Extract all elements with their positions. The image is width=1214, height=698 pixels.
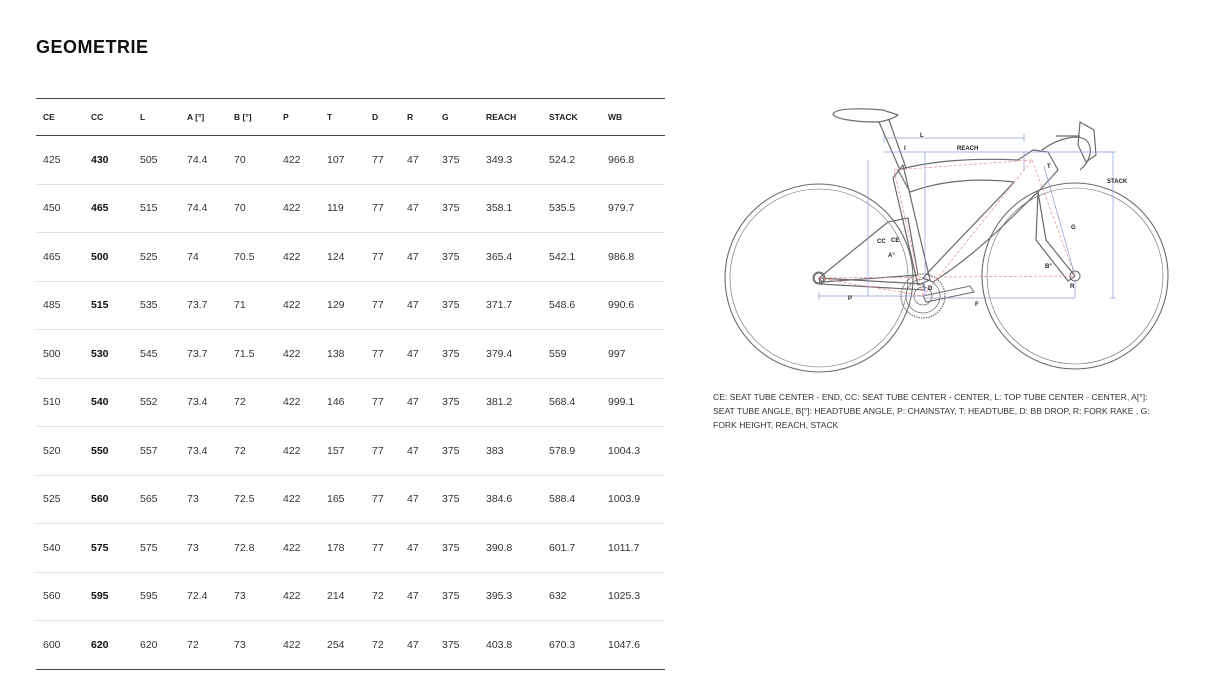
dimension-lines bbox=[819, 134, 1116, 300]
table-cell: 1047.6 bbox=[601, 621, 665, 670]
table-cell: 425 bbox=[36, 136, 84, 185]
table-cell: 422 bbox=[276, 233, 320, 282]
table-cell: 375 bbox=[435, 184, 479, 233]
table-cell: 375 bbox=[435, 572, 479, 621]
table-cell: 77 bbox=[365, 330, 400, 379]
table-cell: 525 bbox=[36, 475, 84, 524]
table-cell: 165 bbox=[320, 475, 365, 524]
table-cell: 73 bbox=[180, 475, 227, 524]
table-cell: 157 bbox=[320, 427, 365, 476]
table-row bbox=[36, 233, 665, 282]
table-cell: 430 bbox=[84, 136, 133, 185]
table-cell: 349.3 bbox=[479, 136, 542, 185]
table-cell: 422 bbox=[276, 378, 320, 427]
table-cell: 515 bbox=[84, 281, 133, 330]
table-cell: 520 bbox=[36, 427, 84, 476]
table-cell: 557 bbox=[133, 427, 180, 476]
table-cell: 966.8 bbox=[601, 136, 665, 185]
table-cell: 375 bbox=[435, 378, 479, 427]
table-cell: 588.4 bbox=[542, 475, 601, 524]
table-cell: 465 bbox=[36, 233, 84, 282]
table-cell: 530 bbox=[84, 330, 133, 379]
table-cell: 450 bbox=[36, 184, 84, 233]
table-cell: 381.2 bbox=[479, 378, 542, 427]
table-cell: 595 bbox=[84, 572, 133, 621]
table-cell: 73.4 bbox=[180, 427, 227, 476]
table-cell: 524.2 bbox=[542, 136, 601, 185]
table-cell: 73 bbox=[227, 572, 276, 621]
table-cell: 107 bbox=[320, 136, 365, 185]
table-cell: 47 bbox=[400, 524, 435, 573]
table-cell: 422 bbox=[276, 184, 320, 233]
table-cell: 560 bbox=[84, 475, 133, 524]
table-cell: 505 bbox=[133, 136, 180, 185]
table-cell: 1011.7 bbox=[601, 524, 665, 573]
column-header: B [°] bbox=[227, 99, 276, 136]
table-cell: 535 bbox=[133, 281, 180, 330]
table-cell: 560 bbox=[36, 572, 84, 621]
label-t: T bbox=[1047, 164, 1051, 170]
table-cell: 375 bbox=[435, 427, 479, 476]
table-cell: 47 bbox=[400, 136, 435, 185]
table-cell: 510 bbox=[36, 378, 84, 427]
table-row bbox=[36, 184, 665, 233]
geometry-table bbox=[36, 98, 665, 670]
table-cell: 214 bbox=[320, 572, 365, 621]
table-cell: 47 bbox=[400, 427, 435, 476]
page-title: GEOMETRIE bbox=[36, 37, 149, 57]
table-cell: 47 bbox=[400, 621, 435, 670]
table-cell: 500 bbox=[36, 330, 84, 379]
column-header: STACK bbox=[542, 99, 601, 136]
table-cell: 375 bbox=[435, 281, 479, 330]
table-cell: 485 bbox=[36, 281, 84, 330]
table-cell: 395.3 bbox=[479, 572, 542, 621]
table-cell: 77 bbox=[365, 233, 400, 282]
table-cell: 254 bbox=[320, 621, 365, 670]
label-p: P bbox=[848, 296, 853, 302]
table-cell: 568.4 bbox=[542, 378, 601, 427]
table-cell: 365.4 bbox=[479, 233, 542, 282]
table-cell: 465 bbox=[84, 184, 133, 233]
table-cell: 548.6 bbox=[542, 281, 601, 330]
table-cell: 77 bbox=[365, 427, 400, 476]
table-cell: 600 bbox=[36, 621, 84, 670]
table-cell: 1003.9 bbox=[601, 475, 665, 524]
table-cell: 422 bbox=[276, 621, 320, 670]
table-cell: 73 bbox=[227, 621, 276, 670]
table-cell: 119 bbox=[320, 184, 365, 233]
table-cell: 138 bbox=[320, 330, 365, 379]
table-cell: 632 bbox=[542, 572, 601, 621]
table-cell: 578.9 bbox=[542, 427, 601, 476]
table-cell: 72.5 bbox=[227, 475, 276, 524]
table-cell: 525 bbox=[133, 233, 180, 282]
table-cell: 601.7 bbox=[542, 524, 601, 573]
label-f: F bbox=[975, 302, 979, 308]
table-cell: 422 bbox=[276, 524, 320, 573]
table-cell: 403.8 bbox=[479, 621, 542, 670]
table-cell: 545 bbox=[133, 330, 180, 379]
table-cell: 542.1 bbox=[542, 233, 601, 282]
table-cell: 535.5 bbox=[542, 184, 601, 233]
table-cell: 375 bbox=[435, 233, 479, 282]
table-cell: 500 bbox=[84, 233, 133, 282]
table-cell: 72.4 bbox=[180, 572, 227, 621]
table-cell: 1004.3 bbox=[601, 427, 665, 476]
table-cell: 47 bbox=[400, 475, 435, 524]
table-cell: 552 bbox=[133, 378, 180, 427]
label-r: R bbox=[1070, 284, 1075, 290]
table-cell: 540 bbox=[84, 378, 133, 427]
table-cell: 73 bbox=[180, 524, 227, 573]
table-cell: 47 bbox=[400, 233, 435, 282]
label-l: L bbox=[920, 133, 924, 139]
table-cell: 73.4 bbox=[180, 378, 227, 427]
table-cell: 997 bbox=[601, 330, 665, 379]
table-cell: 77 bbox=[365, 475, 400, 524]
column-header: WB bbox=[601, 99, 665, 136]
table-cell: 47 bbox=[400, 184, 435, 233]
table-cell: 422 bbox=[276, 136, 320, 185]
table-cell: 129 bbox=[320, 281, 365, 330]
table-cell: 124 bbox=[320, 233, 365, 282]
table-cell: 71.5 bbox=[227, 330, 276, 379]
table-cell: 72 bbox=[227, 378, 276, 427]
table-cell: 178 bbox=[320, 524, 365, 573]
label-a: A° bbox=[888, 253, 895, 259]
table-cell: 72.8 bbox=[227, 524, 276, 573]
table-cell: 540 bbox=[36, 524, 84, 573]
table-cell: 77 bbox=[365, 524, 400, 573]
table-cell: 575 bbox=[133, 524, 180, 573]
table-cell: 565 bbox=[133, 475, 180, 524]
table-cell: 375 bbox=[435, 621, 479, 670]
table-cell: 73.7 bbox=[180, 281, 227, 330]
table-cell: 77 bbox=[365, 184, 400, 233]
label-b: B° bbox=[1045, 264, 1052, 270]
column-header: REACH bbox=[479, 99, 542, 136]
table-row bbox=[36, 281, 665, 330]
table-cell: 77 bbox=[365, 378, 400, 427]
table-row bbox=[36, 136, 665, 185]
label-g: G bbox=[1071, 225, 1076, 231]
table-cell: 375 bbox=[435, 136, 479, 185]
column-header: A [°] bbox=[180, 99, 227, 136]
table-cell: 47 bbox=[400, 330, 435, 379]
table-cell: 422 bbox=[276, 427, 320, 476]
table-cell: 379.4 bbox=[479, 330, 542, 379]
table-cell: 73.7 bbox=[180, 330, 227, 379]
table-body bbox=[36, 136, 665, 670]
column-header: D bbox=[365, 99, 400, 136]
column-header: L bbox=[133, 99, 180, 136]
table-cell: 74 bbox=[180, 233, 227, 282]
table-cell: 990.6 bbox=[601, 281, 665, 330]
label-d: D bbox=[928, 286, 933, 292]
label-stack: STACK bbox=[1107, 179, 1128, 185]
table-row bbox=[36, 475, 665, 524]
table-cell: 559 bbox=[542, 330, 601, 379]
table-row bbox=[36, 621, 665, 670]
table-cell: 575 bbox=[84, 524, 133, 573]
table-cell: 47 bbox=[400, 281, 435, 330]
label-ce: CE bbox=[891, 238, 900, 244]
table-cell: 383 bbox=[479, 427, 542, 476]
table-row bbox=[36, 427, 665, 476]
table-cell: 47 bbox=[400, 572, 435, 621]
bike-geometry-diagram bbox=[718, 100, 1178, 378]
table-cell: 620 bbox=[133, 621, 180, 670]
table-cell: 72 bbox=[365, 621, 400, 670]
table-cell: 375 bbox=[435, 524, 479, 573]
table-row bbox=[36, 378, 665, 427]
table-row bbox=[36, 524, 665, 573]
table-cell: 77 bbox=[365, 281, 400, 330]
column-header: CE bbox=[36, 99, 84, 136]
table-cell: 375 bbox=[435, 475, 479, 524]
table-cell: 986.8 bbox=[601, 233, 665, 282]
table-cell: 550 bbox=[84, 427, 133, 476]
table-cell: 74.4 bbox=[180, 136, 227, 185]
table-row bbox=[36, 572, 665, 621]
table-cell: 422 bbox=[276, 330, 320, 379]
table-cell: 515 bbox=[133, 184, 180, 233]
table-cell: 146 bbox=[320, 378, 365, 427]
table-cell: 74.4 bbox=[180, 184, 227, 233]
table-cell: 670.3 bbox=[542, 621, 601, 670]
table-cell: 70.5 bbox=[227, 233, 276, 282]
table-cell: 422 bbox=[276, 475, 320, 524]
table-cell: 72 bbox=[180, 621, 227, 670]
column-header: T bbox=[320, 99, 365, 136]
table-cell: 77 bbox=[365, 136, 400, 185]
table-cell: 358.1 bbox=[479, 184, 542, 233]
table-cell: 979.7 bbox=[601, 184, 665, 233]
table-cell: 70 bbox=[227, 136, 276, 185]
label-i: I bbox=[904, 146, 906, 152]
table-cell: 371.7 bbox=[479, 281, 542, 330]
table-cell: 595 bbox=[133, 572, 180, 621]
column-header: P bbox=[276, 99, 320, 136]
column-header: CC bbox=[84, 99, 133, 136]
column-header: G bbox=[435, 99, 479, 136]
table-cell: 422 bbox=[276, 572, 320, 621]
table-cell: 47 bbox=[400, 378, 435, 427]
table-cell: 72 bbox=[365, 572, 400, 621]
table-cell: 999.1 bbox=[601, 378, 665, 427]
table-cell: 390.8 bbox=[479, 524, 542, 573]
geometry-legend: CE: SEAT TUBE CENTER - END, CC: SEAT TUBE CENTER - CENTER, L: TOP TUBE CENTER - CENTER, A[°]: SEAT TUBE ANGLE, B[°]: HEADTUBE ANGLE, P: CHAINSTAY, T: HEADTUBE, D: BB DROP, R: FORK RAKE , G: FORK HEIGHT, REACH, STACK bbox=[713, 392, 1150, 430]
table-cell: 1025.3 bbox=[601, 572, 665, 621]
table-cell: 72 bbox=[227, 427, 276, 476]
label-reach: REACH bbox=[957, 146, 979, 152]
table-cell: 70 bbox=[227, 184, 276, 233]
label-cc: CC bbox=[877, 239, 886, 245]
table-cell: 375 bbox=[435, 330, 479, 379]
table-row bbox=[36, 330, 665, 379]
table-cell: 620 bbox=[84, 621, 133, 670]
table-cell: 384.6 bbox=[479, 475, 542, 524]
column-header: R bbox=[400, 99, 435, 136]
table-cell: 71 bbox=[227, 281, 276, 330]
table-header-row bbox=[36, 99, 665, 136]
table-cell: 422 bbox=[276, 281, 320, 330]
